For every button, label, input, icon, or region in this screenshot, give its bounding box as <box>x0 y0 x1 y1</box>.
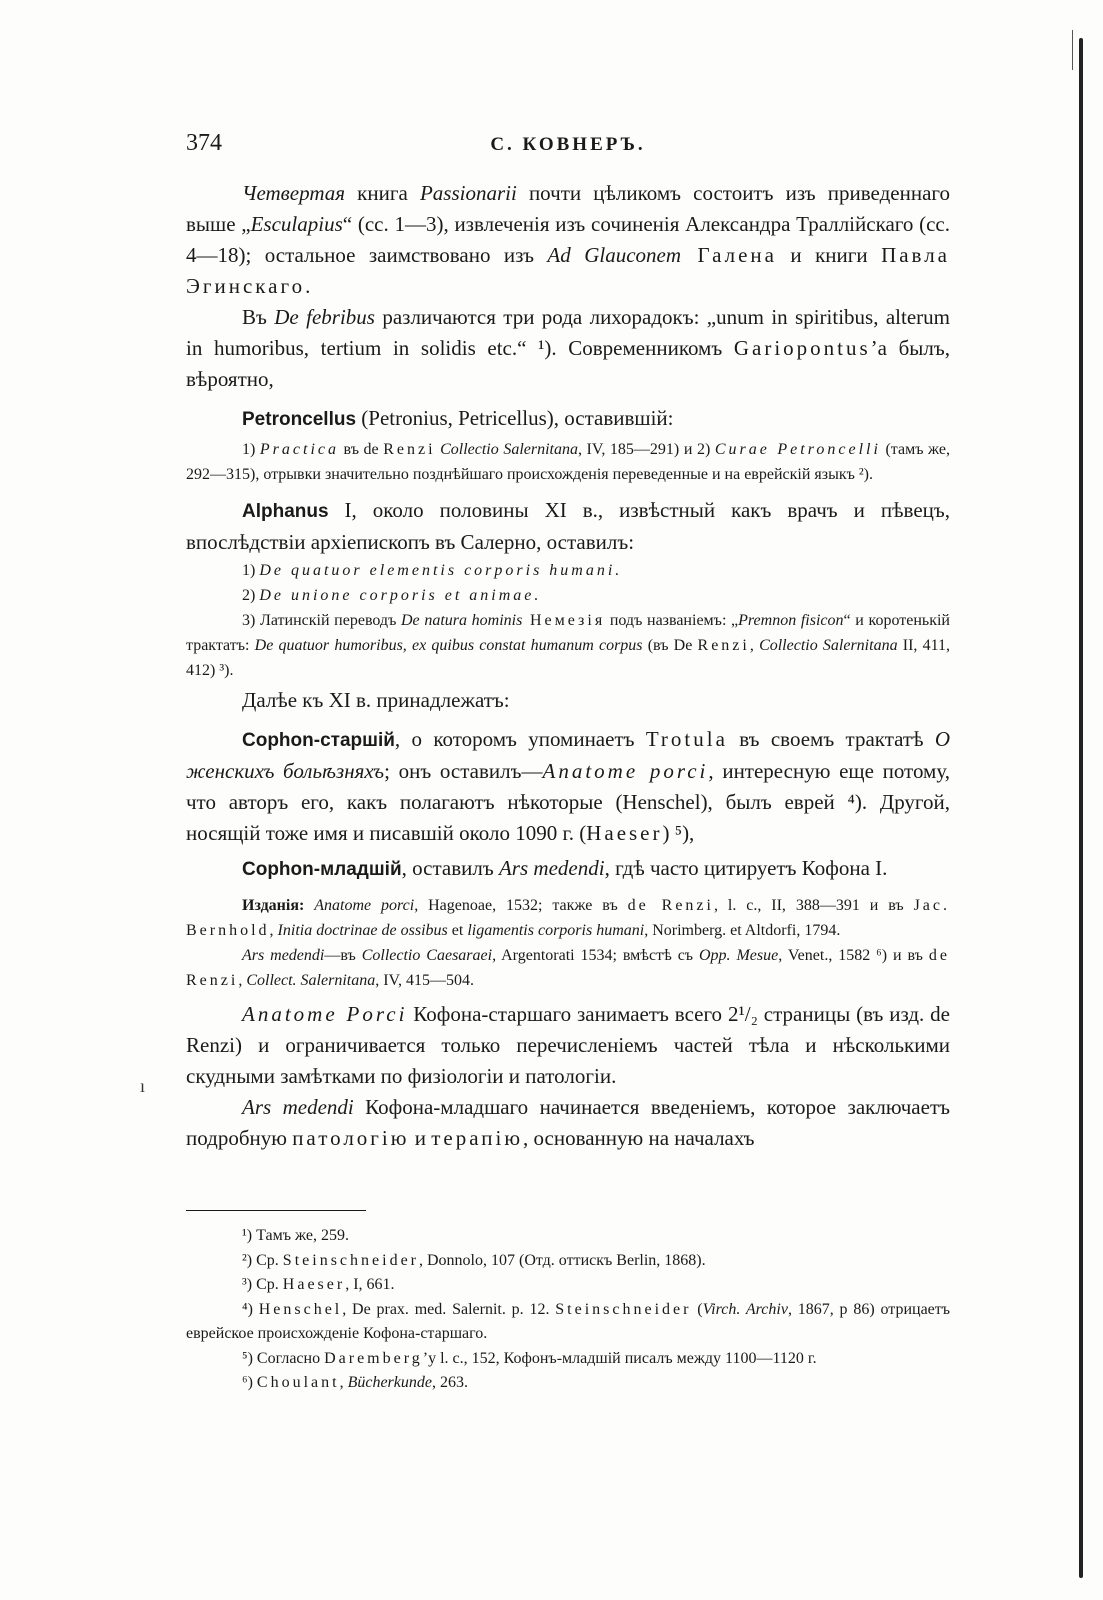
scan-edge-mark <box>1072 30 1073 70</box>
text-segment: , основанную на началахъ <box>523 1126 755 1150</box>
footnote-1: ¹) Тамъ же, 259. <box>242 1227 349 1244</box>
text-segment: , IV, 185—291) и 2) <box>577 441 715 458</box>
text-segment: Немезія <box>522 612 606 629</box>
text-segment: , гдѣ часто цитируетъ Кофона I. <box>604 856 888 880</box>
text-segment: “ (cc. 1—3), извлеченія изъ сочиненія Александра Траллійскаго (cc. 4—18); остальное заимствовано изъ <box>186 212 950 267</box>
text-segment: ligamentis corporis humani <box>467 922 645 939</box>
text-segment: ⁶) <box>242 1374 257 1391</box>
text-segment: ⁵) Согласно <box>242 1349 325 1367</box>
text-segment: , интересную еще потому, что авторъ его, какъ полагаютъ нѣкоторые (Henschel), былъ еврей ⁴). Другой, носящій тоже имя и писавшій около 1090 г. ( <box>186 759 950 845</box>
text-segment: . <box>305 274 311 298</box>
paragraph-anatome-porci <box>186 999 950 1092</box>
text-segment: , <box>339 1374 348 1391</box>
text-segment: , Norimberg. et Altdorfi, 1794. <box>644 922 841 939</box>
text-segment: Passionarii <box>419 181 517 205</box>
text-segment: Collectio Salernitana <box>440 441 578 458</box>
scan-edge-line <box>1079 38 1083 1578</box>
text-segment: , IV, 415—504. <box>375 972 475 989</box>
text-segment: Choulant <box>256 1374 340 1391</box>
text-segment: Collectio Caesaraei <box>361 947 493 964</box>
text-segment: , I, 661. <box>345 1276 395 1293</box>
main-text <box>186 178 950 1154</box>
text-segment: Daremberg <box>324 1349 423 1367</box>
text-segment: , Donnolo, 107 (Отд. оттискъ Berlin, 1868). <box>419 1251 706 1269</box>
text-segment: de Renzi <box>186 947 950 989</box>
text-segment: Collectio Salernitana <box>759 637 898 654</box>
text-segment: Trotula <box>645 727 728 751</box>
text-segment: , <box>269 922 278 939</box>
editions-label: Изданія: <box>242 897 305 914</box>
work-title: De quatuor elementis corporis humani. <box>259 562 623 579</box>
text-segment: ( <box>691 1300 703 1318</box>
text-segment: ²) Cp. <box>242 1251 283 1269</box>
text-segment: II, 411, 412) ³). <box>186 637 951 679</box>
text-segment: , Venet., 1582 ⁶) и въ <box>778 947 929 964</box>
text-segment: терапію <box>431 1126 524 1150</box>
text-segment: Henschel <box>258 1300 343 1318</box>
text-segment: Ars medendi <box>242 1095 354 1119</box>
text-segment: , l. c., II, 388—391 и въ <box>713 897 914 914</box>
author-cophon-younger <box>186 853 950 885</box>
footnote-6 <box>186 1371 950 1396</box>
margin-mark: ı <box>140 1076 146 1096</box>
text-segment: Practica <box>259 441 339 458</box>
text-segment: Jac. Bernhold <box>186 897 951 939</box>
text-segment: et <box>447 922 468 939</box>
text-segment: патологію <box>292 1126 410 1150</box>
text-segment: книга <box>345 181 420 205</box>
text-segment: , 1867, p 86) отрицаетъ еврейское происхожденіе Кофона-старшаго. <box>186 1300 951 1342</box>
footnote-2 <box>186 1249 950 1274</box>
text-segment: въ своемъ трактатѣ <box>727 727 935 751</box>
text-segment: —въ <box>324 947 362 964</box>
text-segment: различаются три рода лихорадокъ: „unum in spiritibus, alterum in humoribus, tertium in solidis etc.“ ¹). Современникомъ <box>186 305 950 360</box>
text-segment: почти цѣликомъ состоитъ изъ приведеннаго выше „ <box>186 181 950 236</box>
text-segment: , Argentorati 1534; вмѣстѣ съ <box>492 947 699 964</box>
text-segment: Anatome porci <box>314 897 415 914</box>
text-segment: Павла Эгинскаго <box>186 243 950 298</box>
page-header <box>186 130 950 160</box>
author-name: Petroncellus <box>242 409 357 430</box>
text-segment: De febribus <box>274 305 375 329</box>
text-segment: Renzi <box>383 441 436 458</box>
text-segment: Virch. Archiv <box>702 1300 788 1318</box>
works-petroncellus <box>186 437 950 487</box>
text-segment: Premnon fisicon <box>738 612 844 629</box>
text-segment: Ars medendi <box>498 856 605 880</box>
text-segment: (въ De <box>642 637 698 654</box>
text-segment: въ de <box>338 441 384 458</box>
text-segment: De quatuor humoribus, ex quibus constat humanum corpus <box>254 637 643 654</box>
text-segment: Curae Petroncelli <box>714 441 881 458</box>
author-alphanus <box>186 495 950 558</box>
page-number: 374 <box>186 130 222 156</box>
footnotes <box>186 1224 950 1396</box>
work-alphanus-2 <box>186 583 950 608</box>
paragraph-de-febribus <box>186 302 950 395</box>
text-segment: (тамъ же, 292—315), отрывки значительно позднѣйшаго происхожденія переведенные и на еврейскій языкъ ²). <box>186 441 950 483</box>
text-segment: Esculapius <box>250 212 343 236</box>
text-segment: 3) Латинскій переводъ <box>242 612 401 629</box>
text-segment: Четвертая <box>242 181 346 205</box>
text-segment: Anatome porci <box>542 759 709 783</box>
text-segment: Haeser <box>282 1276 346 1293</box>
text-segment: Opp. Mesue <box>699 947 779 964</box>
paragraph-passionarii <box>186 178 950 302</box>
author-name: Cophon-старшій <box>242 730 395 751</box>
text-segment: , 263. <box>431 1374 468 1391</box>
text-segment: подъ названіемъ: „ <box>605 612 739 629</box>
text-segment: , <box>749 637 760 654</box>
footnote-3 <box>186 1273 950 1298</box>
footnote-4 <box>186 1298 950 1347</box>
text-segment: Steinschneider <box>555 1300 692 1318</box>
text-segment: Collect. Salernitana <box>246 972 376 989</box>
text-segment: ⁴) <box>242 1300 259 1318</box>
work-alphanus-3 <box>186 608 950 683</box>
text-segment: de Renzi <box>627 897 714 914</box>
author-petroncellus <box>242 403 950 435</box>
footnote-divider <box>186 1210 366 1211</box>
author-cophon-elder <box>186 724 950 849</box>
text-segment: , о которомъ упоминаетъ <box>394 727 646 751</box>
text-segment: Ad Glauconem <box>547 243 682 267</box>
author-name: Alphanus <box>242 501 329 522</box>
text-segment: Кофона-младшаго начинается введеніемъ, которое заключаетъ подробную <box>186 1095 950 1150</box>
text-segment: Кофона-старшаго занимаетъ всего 2¹/₂ страницы (въ изд. de Renzi) и ограничивается только перечисленіемъ частей тѣла и нѣсколькими скудными замѣтками по физіологіи и патологіи. <box>186 1002 950 1088</box>
text-segment: , <box>238 972 247 989</box>
text-segment: Haeser <box>586 821 663 845</box>
paragraph-ars-medendi <box>186 1092 950 1154</box>
text-segment: и книги <box>776 243 882 267</box>
text-segment: ³) Cp. <box>242 1276 283 1293</box>
text-segment: Renzi <box>697 637 750 654</box>
text-segment: Ars medendi <box>242 947 325 964</box>
paragraph-xi-century: Далѣе къ XI в. принадлежатъ: <box>242 688 510 712</box>
footnote-5 <box>186 1347 950 1372</box>
text-segment: ) ⁵), <box>662 821 695 845</box>
text-segment: ’а былъ, вѣроятно, <box>186 336 950 391</box>
work-alphanus-1 <box>186 558 950 583</box>
item-number: 1) <box>242 562 256 579</box>
text-segment: Bücherkunde <box>347 1374 432 1391</box>
editions-ars-medendi <box>186 943 950 993</box>
running-head: С. КОВНЕРЪ. <box>490 134 646 155</box>
author-name: Cophon-младшій <box>242 859 402 880</box>
text-segment: Въ <box>242 305 275 329</box>
text-segment: Initia doctrinae de ossibus <box>277 922 448 939</box>
text-segment: Steinschneider <box>282 1251 419 1269</box>
text-segment: De natura hominis <box>401 612 523 629</box>
text-segment: “ и коротенькій трактатъ: <box>186 612 950 654</box>
text-segment: Галена <box>681 243 777 267</box>
text-segment: I, около половины XI в., извѣстный какъ врачъ и пѣвецъ, впослѣдствіи архіепископъ въ Салерно, оставилъ: <box>186 498 950 554</box>
work-title: De unione corporis et animae. <box>259 587 542 604</box>
text-segment: и <box>409 1126 432 1150</box>
text-segment: ; онъ оставилъ— <box>384 759 543 783</box>
editions-anatome <box>186 893 950 943</box>
text-segment: О женскихъ больѣзняхъ <box>186 727 951 783</box>
text-segment: Gariopontus <box>733 336 871 360</box>
text-segment <box>304 897 314 914</box>
text-segment: , De prax. med. Salernit. p. 12. <box>342 1300 556 1318</box>
text-segment: (Petronius, Petricellus), оставившій: <box>356 406 674 430</box>
text-segment: , Hagenoae, 1532; также въ <box>414 897 628 914</box>
text-segment: Anatome Porci <box>242 1002 408 1026</box>
text-segment: , оставилъ <box>401 856 499 880</box>
item-number: 2) <box>242 587 256 604</box>
text-segment: 1) <box>242 441 260 458</box>
text-segment: ’у l. c., 152, Кофонъ-младшій писалъ между 1100—1120 г. <box>422 1349 817 1367</box>
